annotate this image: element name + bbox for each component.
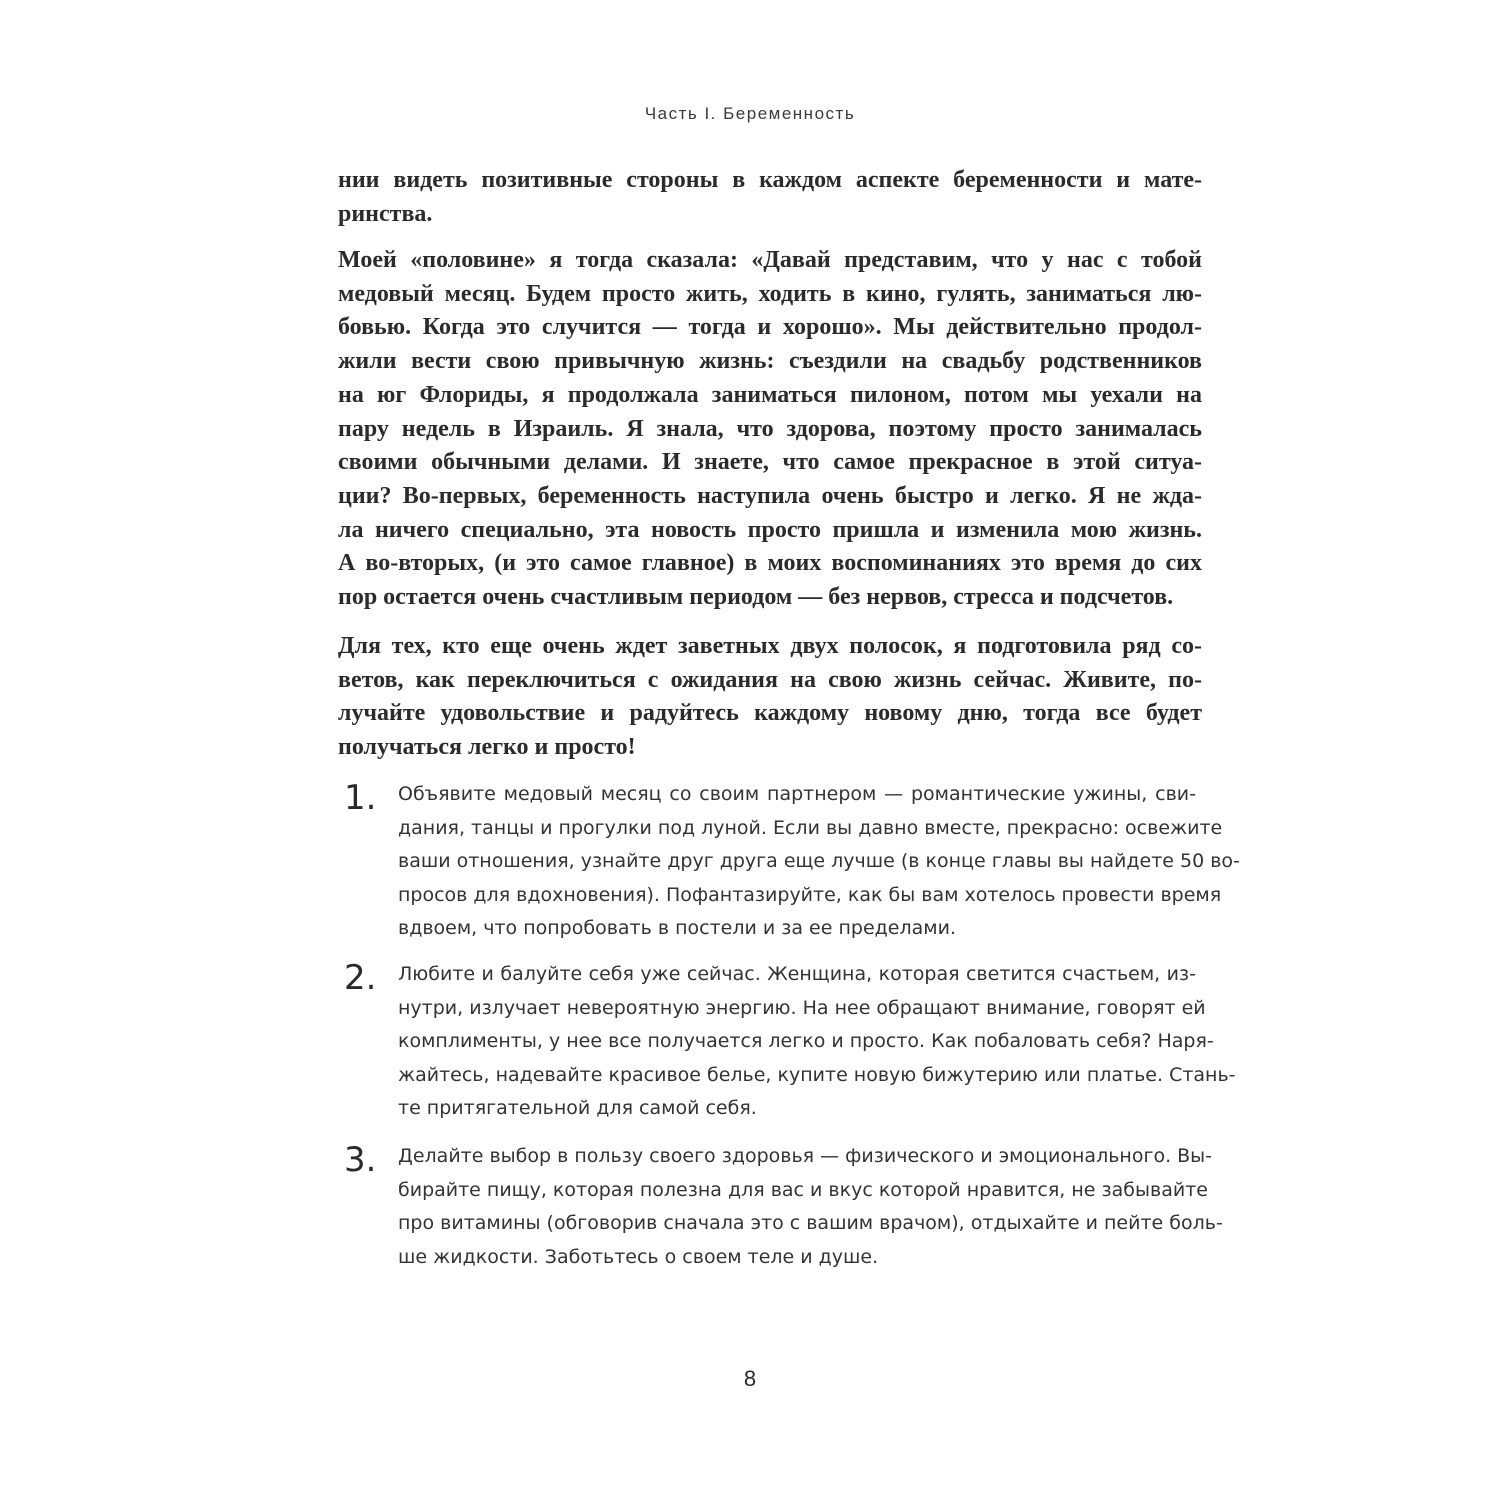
text-line: Для тех, кто еще очень ждет заветных двух полосок, я подготовила ряд со-: [338, 633, 1202, 659]
text-line: ше жидкости. Заботьтесь о своем теле и душе.: [398, 1245, 879, 1268]
text-line: жили вести свою привычную жизнь: съездили на свадьбу родственников: [338, 348, 1202, 375]
list-number: 1.: [344, 778, 377, 818]
text-line: ветов, как переключиться с ожидания на свою жизнь сейчас. Живите, по-: [338, 666, 1202, 693]
text-line: ваши отношения, узнайте друг друга еще лучше (в конце главы вы найдете 50 во-: [398, 850, 1240, 873]
text-line: лучайте удовольствие и радуйтесь каждому новому дню, тогда все будет: [338, 700, 1202, 727]
text-line: вдвоем, что попробовать в постели и за ее пределами.: [398, 917, 956, 940]
page-number: 8: [743, 1366, 757, 1391]
text-line: нутри, излучает невероятную энергию. На нее обращают внимание, говорят ей: [398, 996, 1206, 1019]
text-line: про витамины (обговорив сначала это с вашим врачом), отдыхайте и пейте боль-: [398, 1212, 1223, 1235]
text-line: ции? Во-первых, беременность наступила очень быстро и легко. Я не жда-: [338, 482, 1202, 509]
text-line: комплименты, у нее все получается легко и просто. Как побаловать себя? Наря-: [398, 1030, 1214, 1053]
text-line: на юг Флориды, я продолжала заниматься пилоном, потом мы уехали на: [338, 381, 1202, 408]
text-line: Делайте выбор в пользу своего здоровья — физического и эмоционального. Вы-: [398, 1145, 1213, 1167]
text-line: те притягательной для самой себя.: [398, 1097, 757, 1120]
text-line: ринства.: [338, 200, 433, 227]
text-line: своими обычными делами. И знаете, что самое прекрасное в этой ситуа-: [338, 449, 1202, 476]
text-line: медовый месяц. Будем просто жить, ходить в кино, гулять, заниматься лю-: [338, 280, 1202, 307]
text-line: ла ничего специально, эта новость просто пришла и изменила мою жизнь.: [338, 516, 1202, 543]
text-line: нии видеть позитивные стороны в каждом аспекте беременности и мате-: [338, 167, 1202, 193]
text-line: Моей «половине» я тогда сказала: «Давай представим, что у нас с тобой: [338, 247, 1202, 273]
list-item-text: [398, 958, 1236, 1126]
text-line: Любите и балуйте себя уже сейчас. Женщина, которая светится счастьем, из-: [398, 963, 1196, 985]
paragraph: [338, 630, 1202, 765]
text-line: А во-вторых, (и это самое главное) в моих воспоминаниях это время до сих: [338, 550, 1202, 577]
text-line: бовью. Когда это случится — тогда и хорошо». Мы действительно продол-: [338, 314, 1202, 341]
text-line: бирайте пищу, которая полезна для вас и вкус которой нравится, не забывайте: [398, 1178, 1208, 1201]
running-header: Часть I. Беременность: [644, 104, 856, 123]
text-line: дания, танцы и прогулки под луной. Если вы давно вместе, прекрасно: освежите: [398, 816, 1223, 839]
text-line: Объявите медовый месяц со своим партнером — романтические ужины, сви-: [398, 783, 1196, 805]
text-line: жайтесь, надевайте красивое белье, купите новую бижутерию или платье. Стань-: [398, 1063, 1236, 1086]
text-line: получаться легко и просто!: [338, 734, 636, 761]
text-line: просов для вдохновения). Пофантазируйте, как бы вам хотелось провести время: [398, 883, 1222, 906]
list-number: 2.: [344, 958, 377, 998]
list-number: 3.: [344, 1140, 377, 1180]
paragraph: [338, 164, 1202, 231]
list-item-text: [398, 1140, 1223, 1274]
list-item-text: [398, 778, 1240, 946]
paragraph: [338, 244, 1202, 615]
text-line: пор остается очень счастливым периодом — без нервов, стресса и подсчетов.: [338, 584, 1174, 611]
text-line: пару недель в Израиль. Я знала, что здорова, поэтому просто занималась: [338, 415, 1202, 442]
